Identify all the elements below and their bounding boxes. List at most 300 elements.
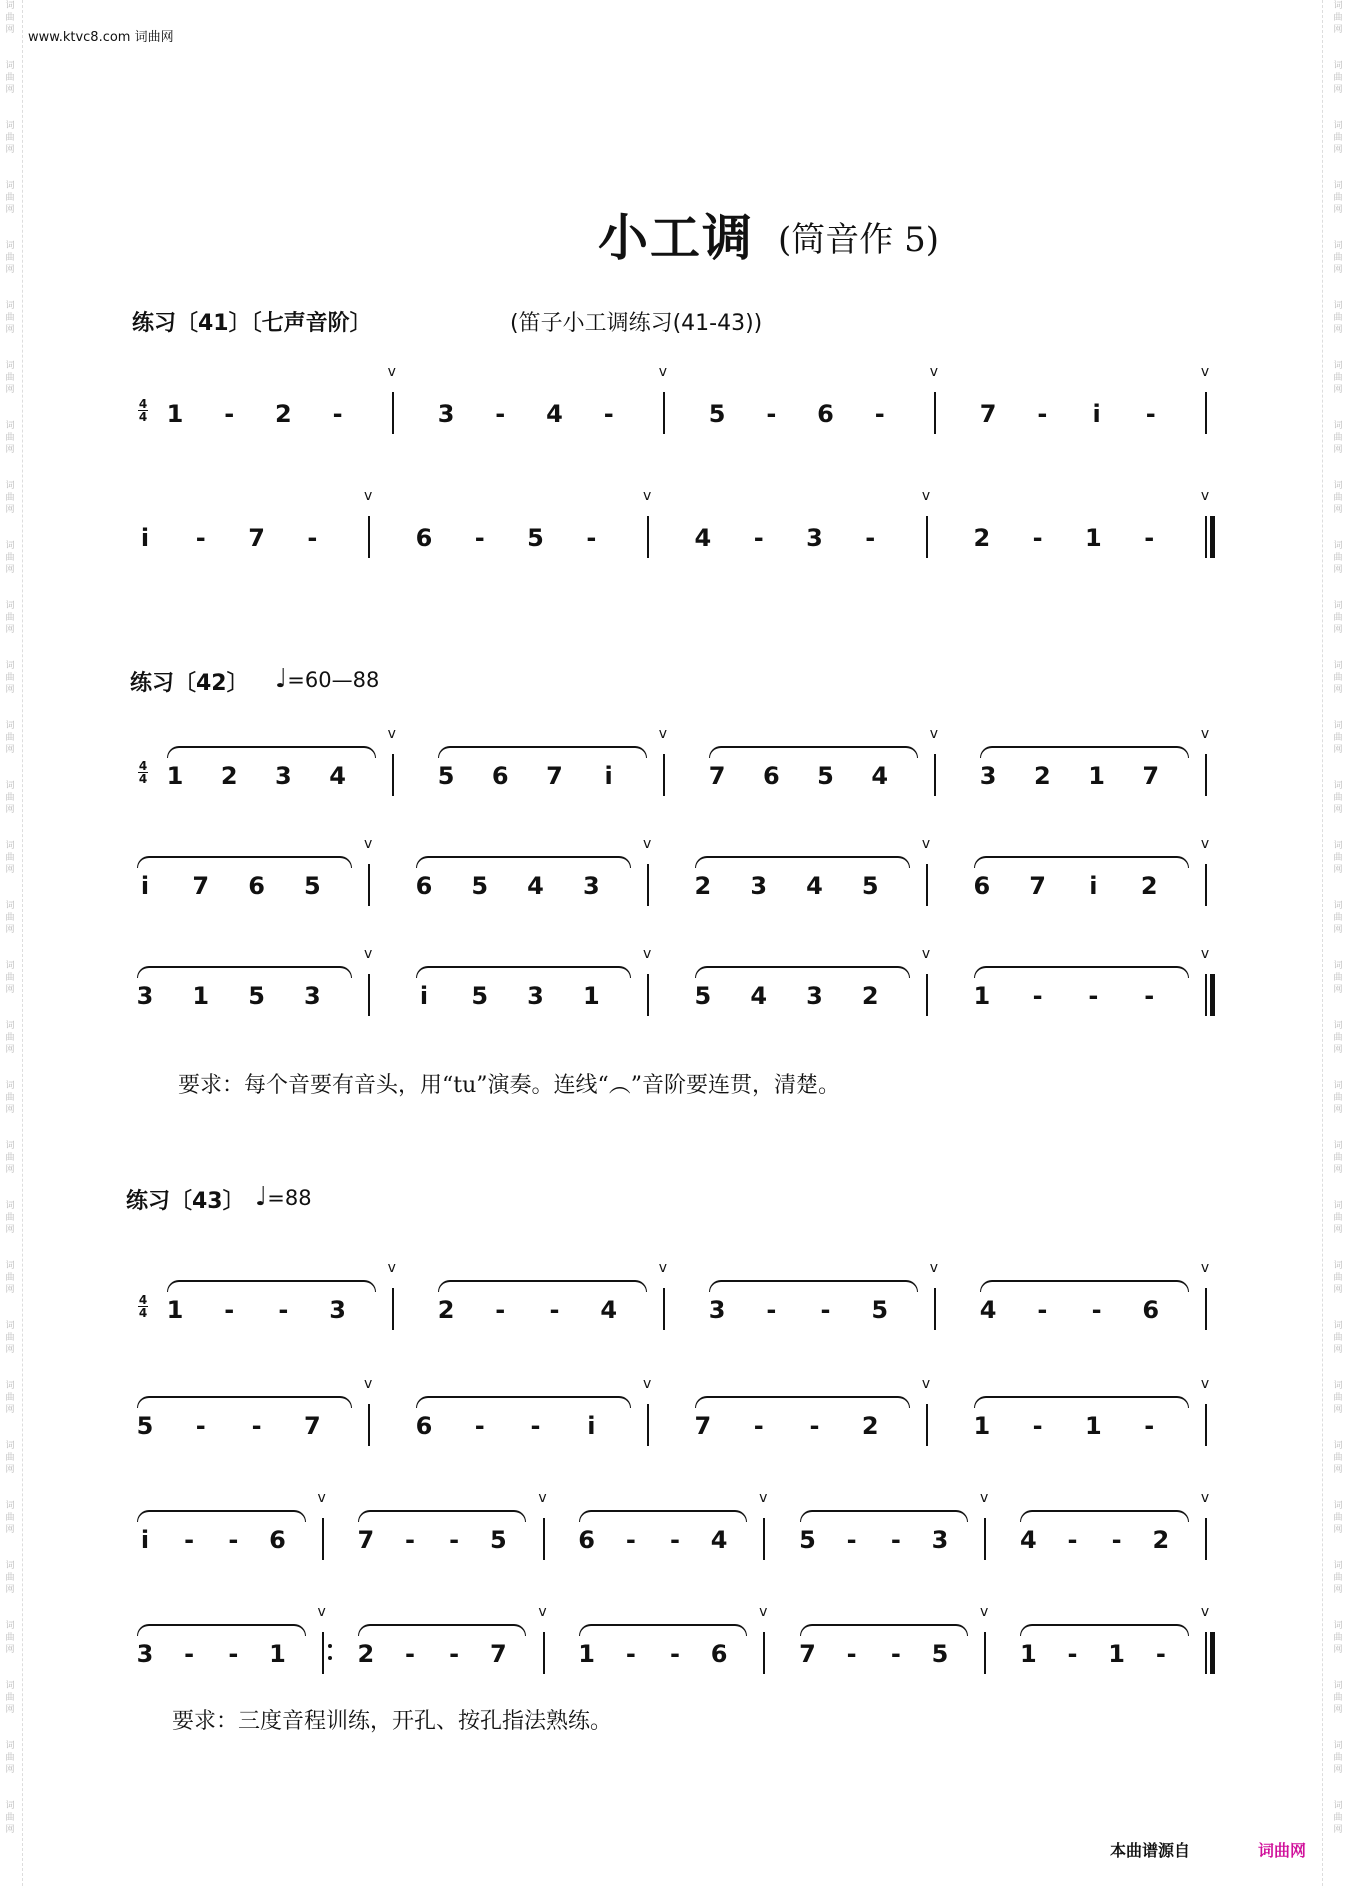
watermark-char: 网 [1333, 865, 1343, 875]
score-row [0, 836, 1350, 912]
watermark-char: 曲 [1333, 493, 1343, 503]
slur [416, 966, 631, 978]
bar-line [926, 516, 928, 558]
note: 6 [248, 872, 265, 900]
watermark-char: 网 [5, 745, 15, 755]
bar-line [763, 1518, 765, 1560]
watermark-char: 网 [5, 385, 15, 395]
breath-mark: v [929, 1260, 939, 1276]
watermark-char: 词 [5, 1441, 15, 1451]
watermark-group [2, 1200, 18, 1260]
dash: - [1144, 982, 1155, 1010]
note: 6 [710, 1640, 728, 1668]
slur [137, 1510, 306, 1522]
watermark-group [1330, 1020, 1346, 1080]
watermark-char: 词 [5, 1381, 15, 1391]
breath-mark: v [658, 364, 668, 380]
watermark-char: 曲 [5, 553, 15, 563]
time-sig-top: 4 [138, 397, 148, 411]
bar-line [322, 1632, 324, 1674]
note: 1 [166, 400, 184, 428]
note: 5 [304, 872, 321, 900]
watermark-char: 词 [5, 541, 15, 551]
note: 5 [694, 982, 712, 1010]
watermark-group [2, 600, 18, 660]
breath-mark: v [1200, 1260, 1210, 1276]
note: 2 [861, 1412, 879, 1440]
note: 2 [1140, 872, 1158, 900]
watermark-char: 网 [1333, 1825, 1343, 1835]
breath-mark: v [364, 488, 373, 504]
note: 5 [437, 762, 455, 790]
footer-brand[interactable]: 词曲网 [1258, 1841, 1307, 1860]
breath-mark: v [642, 1376, 652, 1392]
slur [416, 856, 631, 868]
bar-line [1205, 392, 1207, 434]
note: 7 [248, 524, 265, 552]
time-sig-top: 4 [138, 1293, 148, 1307]
watermark-char: 网 [5, 1045, 15, 1055]
bar-line [647, 516, 649, 558]
watermark-char: 曲 [1333, 1213, 1343, 1223]
watermark-char: 词 [5, 1141, 15, 1151]
dash: - [846, 1526, 857, 1554]
breath-mark: v [929, 364, 939, 380]
watermark-char: 曲 [5, 1513, 15, 1523]
repeat-dot [328, 1656, 332, 1660]
watermark-char: 网 [5, 1465, 15, 1475]
watermark-char: 词 [1333, 481, 1343, 491]
watermark-char: 词 [5, 781, 15, 791]
dash: - [766, 1296, 777, 1324]
bar-line [647, 864, 649, 906]
watermark-char: 曲 [1333, 73, 1343, 83]
slur [695, 856, 910, 868]
bar-line [934, 1288, 936, 1330]
breath-mark: v [364, 946, 373, 962]
dash: - [405, 1526, 415, 1554]
note: 7 [357, 1526, 375, 1554]
watermark-char: 词 [1333, 1801, 1343, 1811]
note: 1 [1088, 762, 1105, 790]
note: 6 [491, 762, 509, 790]
note: 3 [931, 1526, 949, 1554]
watermark-char: 曲 [5, 613, 15, 623]
dash: - [670, 1526, 680, 1554]
watermark-char: 网 [1333, 85, 1343, 95]
watermark-left [2, 0, 18, 1886]
watermark-char: 词 [1333, 541, 1343, 551]
dash: - [549, 1296, 560, 1324]
watermark-char: 网 [5, 805, 15, 815]
watermark-char: 词 [1333, 841, 1343, 851]
dash: - [224, 1296, 235, 1324]
note: 1 [973, 982, 991, 1010]
watermark-group [2, 240, 18, 300]
site-url[interactable]: www.ktvc8.com 词曲网 [28, 30, 174, 45]
note: 5 [471, 982, 489, 1010]
watermark-char: 网 [5, 925, 15, 935]
watermark-char: 网 [5, 865, 15, 875]
final-bar-line [1210, 974, 1215, 1016]
watermark-char: 词 [1333, 661, 1343, 671]
watermark-group [2, 1020, 18, 1080]
watermark-char: 网 [5, 985, 15, 995]
watermark-char: 网 [5, 565, 15, 575]
watermark-char: 词 [1333, 301, 1343, 311]
watermark-char: 词 [5, 841, 15, 851]
bar-line [368, 1404, 370, 1446]
score-row [0, 1260, 1350, 1336]
note: 2 [861, 982, 879, 1010]
watermark-char: 曲 [1333, 1573, 1343, 1583]
breath-mark: v [921, 946, 931, 962]
score-row [0, 488, 1350, 564]
watermark-char: 网 [1333, 1345, 1343, 1355]
watermark-char: 曲 [5, 1093, 15, 1103]
watermark-char: 词 [1333, 1741, 1343, 1751]
watermark-char: 词 [1333, 121, 1343, 131]
note: 7 [1142, 762, 1160, 790]
slur [974, 966, 1189, 978]
note: 2 [694, 872, 712, 900]
note: 6 [415, 524, 433, 552]
slur [137, 966, 352, 978]
note: 2 [1034, 762, 1051, 790]
note: 3 [136, 982, 154, 1010]
bar-line [926, 864, 928, 906]
watermark-group [1330, 1800, 1346, 1860]
watermark-char: 曲 [5, 1453, 15, 1463]
dash: - [809, 1412, 820, 1440]
watermark-char: 词 [5, 241, 15, 251]
slur [800, 1624, 969, 1636]
watermark-char: 网 [1333, 205, 1343, 215]
watermark-char: 曲 [1333, 1633, 1343, 1643]
watermark-char: 曲 [5, 313, 15, 323]
ex41-label: 练习〔41〕〔七声音阶〕 [132, 311, 372, 336]
watermark-char: 网 [5, 1585, 15, 1595]
dash: - [1145, 400, 1156, 428]
watermark-char: 曲 [5, 133, 15, 143]
watermark-char: 曲 [5, 1573, 15, 1583]
dash: - [278, 1296, 289, 1324]
note: i [604, 762, 613, 790]
watermark-char: 曲 [1333, 853, 1343, 863]
breath-mark: v [921, 488, 931, 504]
breath-mark: v [1200, 488, 1210, 504]
slur [137, 1396, 352, 1408]
slur [167, 1280, 376, 1292]
watermark-char: 词 [1333, 241, 1343, 251]
dash: - [474, 524, 485, 552]
watermark-char: 曲 [5, 1033, 15, 1043]
dash: - [1067, 1526, 1078, 1554]
watermark-right [1330, 0, 1346, 1886]
breath-mark: v [317, 1490, 326, 1506]
watermark-char: 网 [5, 1285, 15, 1295]
watermark-group [2, 1560, 18, 1620]
watermark-char: 网 [1333, 1465, 1343, 1475]
dash: - [625, 1526, 636, 1554]
note: 1 [166, 1296, 184, 1324]
dash: - [865, 524, 876, 552]
dash: - [1067, 1640, 1078, 1668]
slur [137, 856, 352, 868]
note: 5 [817, 762, 834, 790]
watermark-char: 词 [5, 61, 15, 71]
note: 4 [979, 1296, 997, 1324]
watermark-char: 曲 [1333, 733, 1343, 743]
watermark-char: 词 [5, 181, 15, 191]
slur [137, 1624, 306, 1636]
watermark-char: 网 [5, 625, 15, 635]
watermark-char: 曲 [5, 433, 15, 443]
dash: - [1091, 1296, 1102, 1324]
note: 3 [582, 872, 600, 900]
watermark-char: 网 [5, 265, 15, 275]
watermark-char: 词 [1333, 1141, 1343, 1151]
watermark-char: 词 [5, 1681, 15, 1691]
watermark-char: 网 [5, 1105, 15, 1115]
bar-line [934, 392, 936, 434]
dash: - [1037, 1296, 1048, 1324]
note: 4 [710, 1526, 728, 1554]
watermark-char: 曲 [5, 793, 15, 803]
note: 2 [973, 524, 991, 552]
bar-line [763, 1632, 765, 1674]
slur [579, 1510, 748, 1522]
watermark-char: 网 [1333, 445, 1343, 455]
watermark-char: 网 [5, 505, 15, 515]
dash: - [1032, 1412, 1043, 1440]
note: 4 [1019, 1526, 1037, 1554]
time-signature [138, 398, 148, 423]
note: 4 [527, 872, 544, 900]
watermark-char: 网 [1333, 1525, 1343, 1535]
watermark-char: 曲 [1333, 1693, 1343, 1703]
watermark-char: 词 [5, 721, 15, 731]
watermark-group [1330, 1680, 1346, 1740]
watermark-char: 词 [5, 421, 15, 431]
note: i [140, 524, 150, 552]
breath-mark: v [1200, 364, 1210, 380]
breath-mark: v [1200, 1490, 1210, 1506]
watermark-char: 词 [1333, 721, 1343, 731]
note: 5 [708, 400, 726, 428]
note: 7 [979, 400, 997, 428]
watermark-char: 词 [1333, 1681, 1343, 1691]
watermark-char: 网 [1333, 1225, 1343, 1235]
note: i [1092, 400, 1101, 428]
note: 3 [708, 1296, 726, 1324]
note: 5 [931, 1640, 949, 1668]
watermark-char: 曲 [5, 1693, 15, 1703]
ex42-tempo-text: =60—88 [287, 668, 380, 692]
slur [980, 1280, 1189, 1292]
watermark-char: 曲 [5, 1753, 15, 1763]
note: 6 [269, 1526, 286, 1554]
dash: - [474, 1412, 485, 1440]
watermark-group [2, 120, 18, 180]
page-title: 小工调 [598, 208, 754, 267]
note: 6 [415, 872, 433, 900]
dash: - [228, 1526, 239, 1554]
note: 1 [166, 762, 184, 790]
watermark-char: 词 [1333, 1261, 1343, 1271]
note: 2 [275, 400, 292, 428]
note: 3 [979, 762, 997, 790]
ex42-label: 练习〔42〕 [130, 671, 249, 696]
dash: - [625, 1640, 636, 1668]
watermark-char: 曲 [1333, 1393, 1343, 1403]
note: 3 [806, 982, 823, 1010]
note: 3 [527, 982, 544, 1010]
note: 5 [136, 1412, 154, 1440]
watermark-char: 网 [1333, 625, 1343, 635]
watermark-char: 曲 [1333, 1273, 1343, 1283]
time-sig-top: 4 [138, 759, 148, 773]
breath-mark: v [658, 726, 668, 742]
note: 7 [304, 1412, 321, 1440]
watermark-char: 曲 [5, 733, 15, 743]
watermark-char: 网 [1333, 1765, 1343, 1775]
note: 4 [329, 762, 346, 790]
watermark-char: 网 [5, 1525, 15, 1535]
slur [695, 966, 910, 978]
breath-mark: v [658, 1260, 668, 1276]
note: 1 [1085, 1412, 1102, 1440]
watermark-char: 曲 [5, 1393, 15, 1403]
quarter-note-icon: ♩ [255, 1182, 268, 1212]
bar-line [368, 864, 370, 906]
dash: - [405, 1640, 415, 1668]
note: 3 [329, 1296, 346, 1324]
watermark-char: 曲 [5, 193, 15, 203]
dash: - [228, 1640, 239, 1668]
watermark-char: 曲 [1333, 913, 1343, 923]
dash: - [846, 1640, 857, 1668]
ex43-label: 练习〔43〕 [126, 1189, 245, 1214]
watermark-char: 词 [5, 1801, 15, 1811]
breath-mark: v [921, 1376, 931, 1392]
dash: - [195, 1412, 206, 1440]
bar-line [984, 1518, 986, 1560]
watermark-group [1330, 600, 1346, 660]
breath-mark: v [1200, 836, 1210, 852]
left-guide-line [22, 0, 24, 1886]
watermark-char: 曲 [1333, 1153, 1343, 1163]
dash: - [224, 400, 235, 428]
watermark-char: 网 [1333, 1405, 1343, 1415]
bar-line [663, 1288, 665, 1330]
watermark-group [1330, 1740, 1346, 1800]
note: 7 [708, 762, 726, 790]
watermark-char: 曲 [5, 373, 15, 383]
breath-mark: v [642, 836, 652, 852]
watermark-char: 网 [1333, 985, 1343, 995]
watermark-char: 曲 [1333, 673, 1343, 683]
watermark-char: 词 [1333, 1, 1343, 11]
bar-line [392, 754, 394, 796]
slur [980, 746, 1189, 758]
watermark-char: 网 [1333, 685, 1343, 695]
time-sig-bottom: 4 [138, 1306, 148, 1320]
watermark-char: 曲 [5, 853, 15, 863]
ex43-requirement: 要求：三度音程训练，开孔、按孔指法熟练。 [172, 1709, 613, 1734]
note: 3 [806, 524, 823, 552]
watermark-char: 曲 [1333, 613, 1343, 623]
note: 6 [415, 1412, 433, 1440]
ex41-subtitle: (笛子小工调练习(41-43)) [510, 311, 763, 336]
breath-mark: v [1200, 946, 1210, 962]
bar-line [647, 974, 649, 1016]
breath-mark: v [642, 488, 652, 504]
dash: - [449, 1526, 460, 1554]
dash: - [184, 1526, 195, 1554]
note: 2 [1152, 1526, 1170, 1554]
watermark-group [1330, 120, 1346, 180]
watermark-char: 词 [5, 481, 15, 491]
watermark-char: 网 [1333, 1105, 1343, 1115]
slur [358, 1624, 527, 1636]
note: i [1089, 872, 1098, 900]
score-row [0, 1376, 1350, 1452]
watermark-char: 词 [5, 1081, 15, 1091]
watermark-char: 网 [1333, 385, 1343, 395]
note: i [140, 1526, 150, 1554]
watermark-char: 词 [1333, 421, 1343, 431]
dash: - [195, 524, 206, 552]
dash: - [1032, 524, 1043, 552]
watermark-char: 曲 [1333, 313, 1343, 323]
watermark-char: 曲 [1333, 1513, 1343, 1523]
watermark-char: 词 [5, 961, 15, 971]
watermark-char: 曲 [5, 913, 15, 923]
dash: - [603, 400, 614, 428]
note: 6 [578, 1526, 596, 1554]
note: 6 [1142, 1296, 1160, 1324]
watermark-char: 曲 [1333, 1033, 1343, 1043]
slur [974, 856, 1189, 868]
time-sig-bottom: 4 [138, 410, 148, 424]
watermark-char: 词 [5, 1561, 15, 1571]
note: 5 [871, 1296, 889, 1324]
dash: - [449, 1640, 460, 1668]
watermark-char: 曲 [1333, 1753, 1343, 1763]
watermark-char: 网 [1333, 805, 1343, 815]
note: 4 [871, 762, 889, 790]
dash: - [1155, 1640, 1166, 1668]
watermark-char: 词 [1333, 1201, 1343, 1211]
note: i [140, 872, 150, 900]
note: 7 [1029, 872, 1046, 900]
note: 5 [471, 872, 489, 900]
note: 3 [750, 872, 768, 900]
watermark-char: 词 [5, 121, 15, 131]
bar-line [926, 1404, 928, 1446]
note: 5 [248, 982, 265, 1010]
ex42-requirement: 要求：每个音要有音头，用“tu”演奏。连线“︵”音阶要连贯，清楚。 [178, 1073, 841, 1098]
watermark-group [1330, 1140, 1346, 1200]
watermark-char: 词 [1333, 601, 1343, 611]
note: 1 [578, 1640, 596, 1668]
dash: - [874, 400, 885, 428]
quarter-note-icon: ♩ [275, 664, 288, 694]
watermark-char: 网 [1333, 1705, 1343, 1715]
watermark-char: 网 [1333, 145, 1343, 155]
watermark-char: 网 [1333, 925, 1343, 935]
